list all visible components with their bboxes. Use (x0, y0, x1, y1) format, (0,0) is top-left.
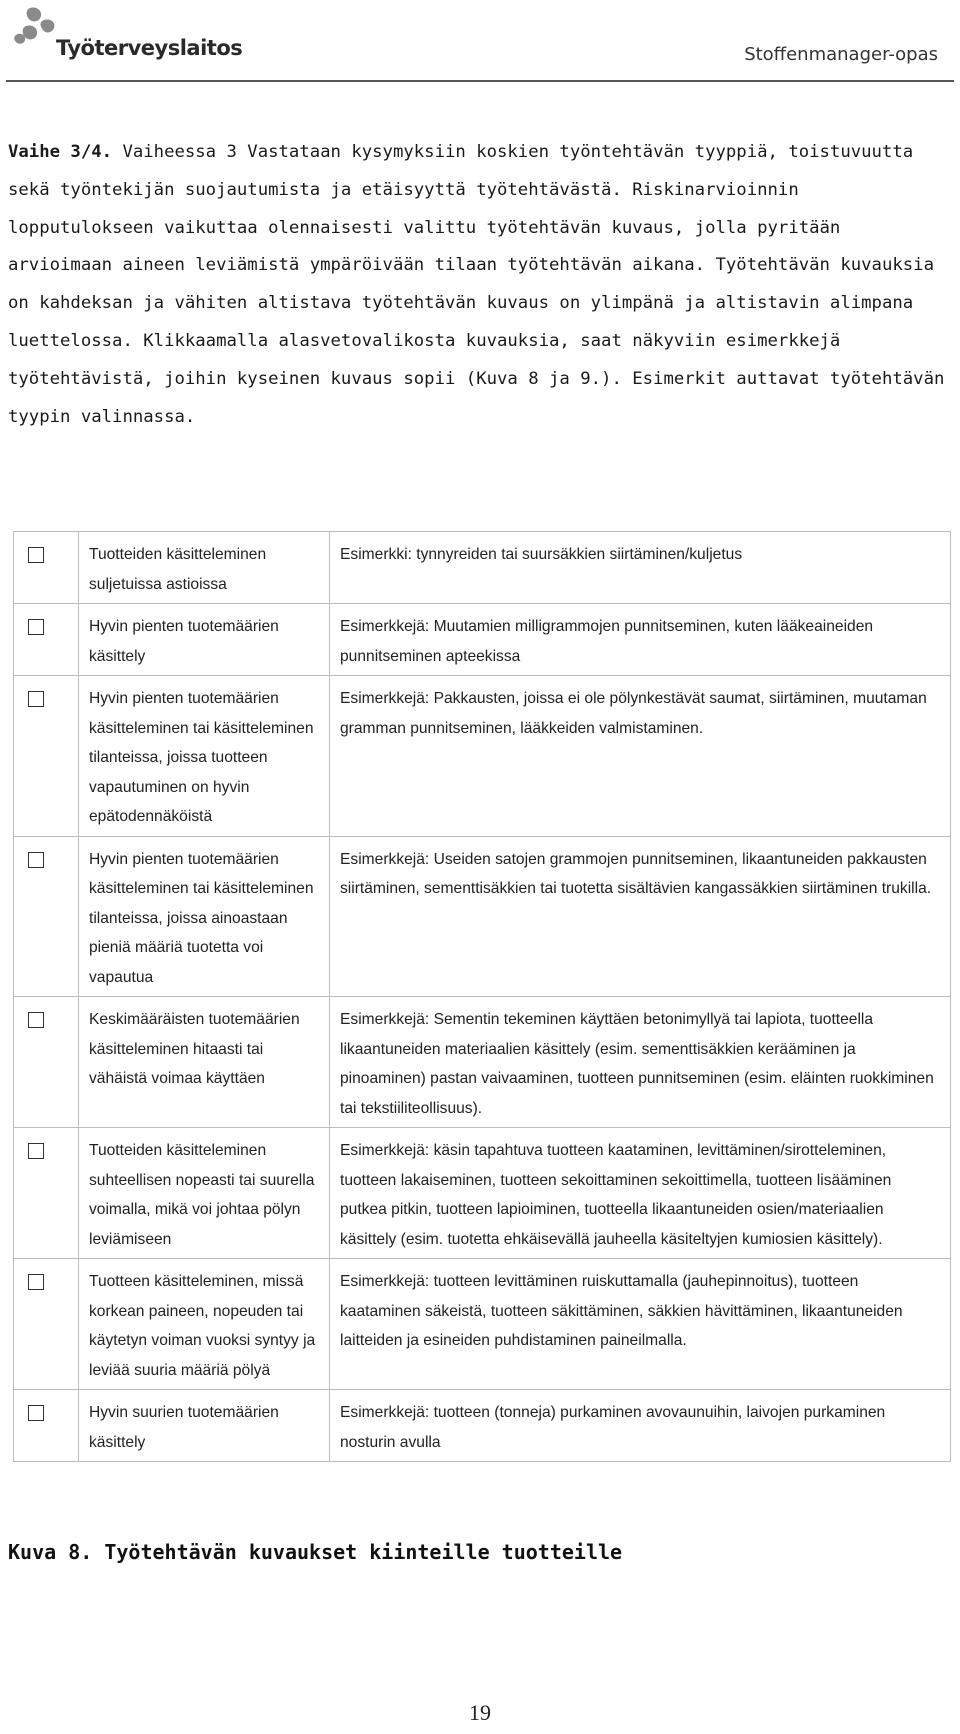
page-header (0, 0, 960, 82)
task-description: Tuotteen käsitteleminen, missä korkean paineen, nopeuden tai käytetyn voiman vuoksi syntyy ja leviää suuria määriä pölyä (79, 1259, 330, 1390)
header-divider (6, 80, 954, 82)
task-example: Esimerkkejä: Useiden satojen grammojen punnitseminen, likaantuneiden pakkausten siirtäminen, sementtisäkkien tai tuotetta sisältävien kangassäkkien siirtäminen trukilla. (330, 836, 951, 997)
checkbox-icon[interactable] (28, 852, 44, 868)
task-description-table (13, 531, 951, 1462)
table-row (14, 836, 951, 997)
task-example: Esimerkkejä: tuotteen (tonneja) purkaminen avovaunuihin, laivojen purkaminen nosturin avulla (330, 1390, 951, 1462)
intro-text: Vaiheessa 3 Vastataan kysymyksiin koskien työntehtävän tyyppiä, toistuvuutta sekä työntekijän suojautumista ja etäisyyttä työtehtävästä. Riskinarvioinnin lopputulokseen vaikuttaa olennaisesti valittu työtehtävän kuvaus, jolla pyritään arvioimaan aineen leviämistä ympäröivään tilaan työtehtävän aikana. Työtehtävän kuvauksia on kahdeksan ja vähiten altistava työtehtävän kuvaus on ylimpänä ja altistavin alimpana luettelossa. Klikkaamalla alasvetovalikosta kuvauksia, saat näkyviin esimerkkejä työtehtävistä, joihin kyseinen kuvaus sopii (Kuva 8 ja 9.). Esimerkit auttavat työtehtävän tyypin valinnassa. (8, 142, 945, 427)
task-description: Hyvin pienten tuotemäärien käsittely (79, 604, 330, 676)
task-checkbox-cell[interactable] (14, 997, 79, 1128)
table-row (14, 532, 951, 604)
intro-paragraph (8, 134, 954, 436)
checkbox-icon[interactable] (28, 547, 44, 563)
task-description: Keskimääräisten tuotemäärien käsitteleminen hitaasti tai vähäistä voimaa käyttäen (79, 997, 330, 1128)
task-description: Tuotteiden käsitteleminen suljetuissa astioissa (79, 532, 330, 604)
task-example: Esimerkki: tynnyreiden tai suursäkkien siirtäminen/kuljetus (330, 532, 951, 604)
checkbox-icon[interactable] (28, 619, 44, 635)
task-description: Hyvin pienten tuotemäärien käsitteleminen tai käsitteleminen tilanteissa, joissa ainoastaan pieniä määriä tuotetta voi vapautua (79, 836, 330, 997)
checkbox-icon[interactable] (28, 691, 44, 707)
task-description: Hyvin suurien tuotemäärien käsittely (79, 1390, 330, 1462)
task-example: Esimerkkejä: käsin tapahtuva tuotteen kaataminen, levittäminen/sirotteleminen, tuotteen lakaiseminen, tuotteen sekoittaminen sekoittimella, tuotteen lisääminen putkea pitkin, tuotteen lapioiminen, tuotteella likaantuneiden osien/materiaalien käsittely (esim. tuotetta ehkäisevällä jauheella käsiteltyjen kumiosien käsittely). (330, 1128, 951, 1259)
figure-caption: Kuva 8. Työtehtävän kuvaukset kiinteille tuotteille (8, 1540, 623, 1564)
task-checkbox-cell[interactable] (14, 676, 79, 837)
checkbox-icon[interactable] (28, 1405, 44, 1421)
task-example: Esimerkkejä: tuotteen levittäminen ruiskuttamalla (jauhepinnoitus), tuotteen kaataminen säkeistä, tuotteen säkittäminen, säkkien hävittäminen, likaantuneiden laitteiden ja esineiden puhdistaminen paineilmalla. (330, 1259, 951, 1390)
table-row (14, 676, 951, 837)
table-row (14, 1259, 951, 1390)
task-checkbox-cell[interactable] (14, 836, 79, 997)
checkbox-icon[interactable] (28, 1143, 44, 1159)
task-example: Esimerkkejä: Muutamien milligrammojen punnitseminen, kuten lääkeaineiden punnitseminen apteekissa (330, 604, 951, 676)
checkbox-icon[interactable] (28, 1274, 44, 1290)
task-checkbox-cell[interactable] (14, 1390, 79, 1462)
task-description-figure (13, 531, 951, 1521)
task-description: Hyvin pienten tuotemäärien käsitteleminen tai käsitteleminen tilanteissa, joissa tuotteen vapautuminen on hyvin epätodennäköistä (79, 676, 330, 837)
task-example: Esimerkkejä: Sementin tekeminen käyttäen betonimyllyä tai lapiota, tuotteella likaantuneiden materiaalien käsittely (esim. sementtisäkkien kerääminen ja pinoaminen) pastan vaivaaminen, tuotteen punnitseminen (esim. eläinten ruokkiminen tai tekstiiliteollisuus). (330, 997, 951, 1128)
guide-title: Stoffenmanager-opas (744, 44, 938, 65)
logo-text: Työterveyslaitos (56, 36, 243, 60)
table-row (14, 997, 951, 1128)
table-row (14, 1390, 951, 1462)
task-checkbox-cell[interactable] (14, 1259, 79, 1390)
task-example: Esimerkkejä: Pakkausten, joissa ei ole pölynkestävät saumat, siirtäminen, muutaman gramman punnitseminen, lääkkeiden valmistaminen. (330, 676, 951, 837)
task-description: Tuotteiden käsitteleminen suhteellisen nopeasti tai suurella voimalla, mikä voi johtaa pölyn leviämiseen (79, 1128, 330, 1259)
task-checkbox-cell[interactable] (14, 532, 79, 604)
table-row (14, 1128, 951, 1259)
page-number: 19 (469, 1700, 491, 1725)
table-row (14, 604, 951, 676)
checkbox-icon[interactable] (28, 1012, 44, 1028)
task-checkbox-cell[interactable] (14, 604, 79, 676)
task-checkbox-cell[interactable] (14, 1128, 79, 1259)
step-label: Vaihe 3/4. (8, 142, 113, 162)
